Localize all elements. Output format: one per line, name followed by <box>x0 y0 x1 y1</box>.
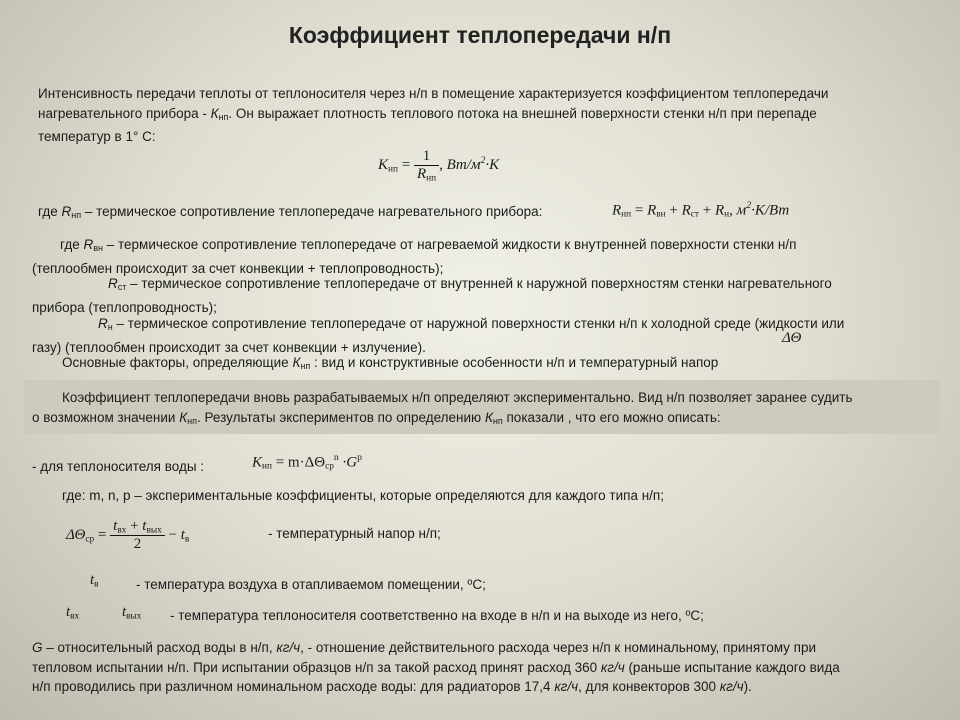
r-vn-definition <box>32 235 932 278</box>
formula-water <box>252 452 362 472</box>
intro-line-1: Интенсивность передачи теплоты от теплоносителя через н/п в помещение характеризуется коэффициентом теплопередачи <box>38 86 829 101</box>
formula-symbol: ΔΘ <box>66 527 86 544</box>
formula-subscript: вн <box>656 209 666 220</box>
r-st-definition <box>32 274 932 317</box>
formula-subscript: вх <box>70 611 80 622</box>
formula-fraction <box>414 148 439 183</box>
r-symbol: R <box>83 237 94 252</box>
intro-line-2 <box>38 104 938 128</box>
formula-fraction <box>110 518 165 553</box>
formula-unit: , Вт/м <box>439 157 481 174</box>
text: где <box>38 204 62 219</box>
text: : вид и конструктивные особенности н/п и температурный напор <box>310 355 719 370</box>
g-paragraph <box>32 638 932 697</box>
k-subscript: нп <box>300 361 311 371</box>
formula-symbol: t <box>122 604 127 620</box>
unit: кг/ч <box>719 679 744 694</box>
intro-line-3: температур в 1° С: <box>38 129 156 144</box>
temp-head-desc: - температурный напор н/п; <box>268 526 441 541</box>
fraction-denominator: R <box>416 166 427 182</box>
coefficients-line: где: m, n, p – экспериментальные коэффициенты, которые определяются для каждого типа н/п; <box>62 488 664 503</box>
r-st-line-2: прибора (теплопроводность); <box>32 299 217 315</box>
formula-unit: , м <box>729 202 747 219</box>
formula-operator: + <box>126 518 143 534</box>
t-v-desc: - температура воздуха в отапливаемом помещении, ºС; <box>136 577 486 592</box>
formula-symbol: t <box>142 518 147 534</box>
text: . Результаты экспериментов по определению <box>197 410 485 425</box>
highlight-line-2 <box>32 408 932 431</box>
fraction-denominator: 2 <box>133 536 142 553</box>
text: (раньше испытание каждого вида <box>624 659 840 675</box>
k-symbol: К <box>292 355 301 370</box>
highlight-line-1: Коэффициент теплопередачи вновь разрабатываемых н/п определяют экспериментально. Вид н/п позволяет заранее судить <box>62 390 853 405</box>
formula-subscript: нп <box>426 173 437 184</box>
formula-exponent: n <box>333 452 339 463</box>
water-label: - для теплоносителя воды : <box>32 459 205 474</box>
formula-subscript: ср <box>85 534 95 545</box>
formula-subscript: в <box>94 579 99 590</box>
text: – термическое сопротивление теплопередаче от наружной поверхности стенки н/п к холодной среде (жидкости или <box>112 316 845 331</box>
formula-operator: = <box>94 527 111 544</box>
formula-subscript: вх <box>117 525 127 536</box>
highlight-paragraph <box>32 388 932 431</box>
text: – термическое сопротивление теплопередаче от нагреваемой жидкости к внутренней поверхности стенки н/п <box>102 237 797 252</box>
intro-paragraph <box>38 84 938 147</box>
t-out-symbol <box>122 604 141 621</box>
formula-operator: = m·ΔΘ <box>271 454 326 471</box>
t-in-out-desc: - температура теплоносителя соответственно на входе в н/п и на выходе из него, ºС; <box>170 608 704 623</box>
formula-symbol: ·G <box>338 454 358 471</box>
formula-operator: = <box>631 202 648 219</box>
formula-subscript: ст <box>690 209 699 220</box>
text: , для конвекторов 300 <box>578 679 720 694</box>
g-symbol: G <box>32 640 43 655</box>
r-st-line-1 <box>32 274 932 298</box>
formula-symbol: t <box>90 572 95 588</box>
page-title: Коэффициент теплопередачи н/п <box>288 22 672 48</box>
formula-symbol: t <box>66 604 71 620</box>
formula-subscript: нп <box>388 164 398 175</box>
text: – термическое сопротивление теплопередаче от внутренней к наружной поверхностям стенки нагревательного <box>126 276 832 291</box>
intro-text-cont: . Он выражает плотность теплового потока на внешней поверхности стенки н/п при перепаде <box>228 105 817 121</box>
unit: кг/ч <box>600 659 625 675</box>
formula-r-np <box>612 200 789 220</box>
formula-subscript: в <box>184 534 190 545</box>
text: , - отношение действительного расхода через н/п к номинальному, принятому при <box>300 640 816 655</box>
r-subscript: нп <box>71 210 82 220</box>
r-subscript: ст <box>117 282 127 292</box>
formula-symbol: R <box>647 202 657 219</box>
r-symbol: R <box>98 316 108 331</box>
r-vn-line-2: (теплообмен происходит за счет конвекции + теплопроводность); <box>32 260 444 276</box>
fraction-numerator: 1 <box>414 148 439 166</box>
formula-subscript: вых <box>146 525 162 536</box>
t-in-symbol <box>66 604 79 621</box>
formula-symbol: R <box>612 202 622 219</box>
k-subscript: нп <box>218 111 229 122</box>
formula-exponent: p <box>357 452 362 463</box>
formula-symbol: K <box>252 454 263 471</box>
text: тепловом испытании н/п. При испытании образцов н/п за такой расход принят расход 360 <box>32 659 601 675</box>
formula-symbol: t <box>180 527 185 544</box>
intro-text: нагревательного прибора - <box>38 105 211 121</box>
delta-theta-symbol: ΔΘ <box>782 330 802 346</box>
text: где <box>60 237 84 252</box>
formula-symbol: t <box>113 518 118 534</box>
r-subscript: н <box>107 322 113 332</box>
factors-line <box>62 353 718 377</box>
formula-unit: ·K/Вт <box>751 202 790 219</box>
k-symbol: К <box>210 105 219 121</box>
r-np-definition <box>38 202 542 226</box>
r-subscript: вн <box>93 243 103 253</box>
formula-operator: − <box>164 527 181 544</box>
formula-operator: + <box>698 202 715 219</box>
text: – термическое сопротивление теплопередаче нагревательного прибора: <box>81 204 543 219</box>
r-symbol: R <box>108 276 118 291</box>
k-subscript: нп <box>187 416 197 426</box>
g-line-3 <box>32 677 932 697</box>
unit: кг/ч <box>276 640 301 655</box>
formula-subscript: н <box>724 209 730 220</box>
text: – относительный расход воды в н/п, <box>42 640 277 655</box>
r-n-line-2: газу) (теплообмен происходит за счет конвекции + излучение). <box>32 339 426 355</box>
g-line-1 <box>32 638 932 658</box>
g-line-2 <box>32 658 932 678</box>
formula-subscript: нп <box>621 209 632 220</box>
text: показали , что его можно описать: <box>502 410 721 425</box>
k-symbol: К <box>484 410 493 425</box>
formula-symbol: R <box>714 202 725 219</box>
text: Основные факторы, определяющие <box>62 355 293 370</box>
k-symbol: К <box>179 410 188 425</box>
formula-subscript: ср <box>325 461 334 472</box>
formula-subscript: нп <box>262 461 272 472</box>
r-symbol: R <box>61 204 72 219</box>
formula-exponent: 2 <box>480 154 486 166</box>
formula-symbol: K <box>378 157 389 174</box>
formula-symbol: R <box>681 202 691 219</box>
k-subscript: нп <box>492 416 503 426</box>
formula-k-np <box>378 148 499 183</box>
text: о возможном значении <box>32 410 180 425</box>
formula-operator: + <box>665 202 682 219</box>
formula-unit: ·K <box>485 157 500 174</box>
text: н/п проводились при различном номинальном расходе воды: для радиаторов 17,4 <box>32 679 555 694</box>
text: ). <box>743 679 752 694</box>
unit: кг/ч <box>554 679 579 694</box>
formula-exponent: 2 <box>746 200 752 211</box>
formula-subscript: вых <box>126 611 142 622</box>
formula-delta-theta <box>66 518 189 553</box>
r-vn-line-1 <box>32 235 932 259</box>
formula-operator: = <box>401 157 411 174</box>
t-v-symbol <box>90 572 99 589</box>
